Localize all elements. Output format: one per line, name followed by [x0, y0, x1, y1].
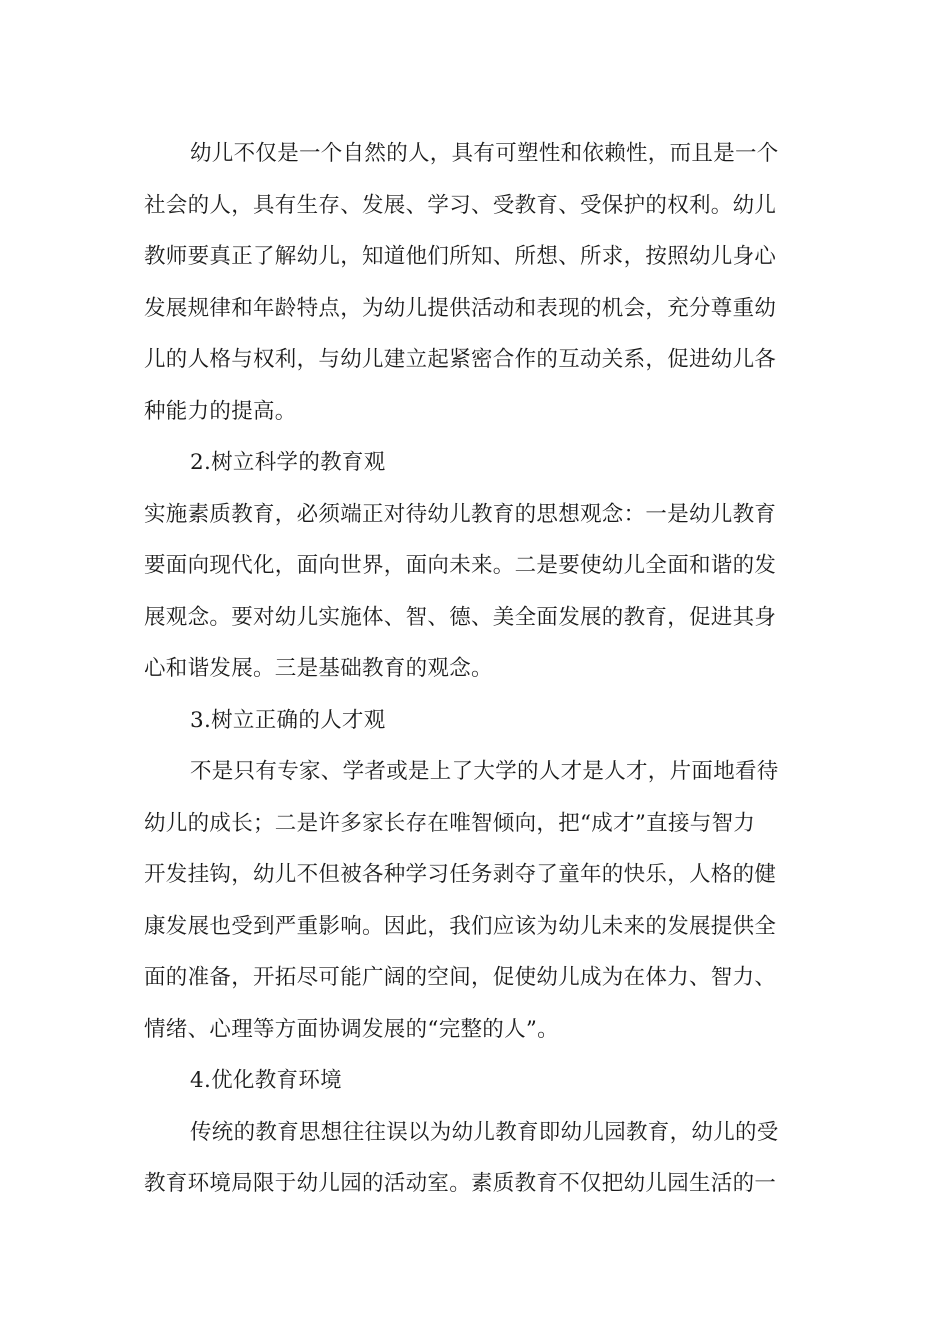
- text-line: 儿的人格与权利，与幼儿建立起紧密合作的互动关系，促进幼儿各: [144, 347, 777, 372]
- text-line: 社会的人，具有生存、发展、学习、受教育、受保护的权利。幼儿: [144, 192, 777, 218]
- text-line: 开发挂钩，幼儿不但被各种学习任务剥夺了童年的快乐，人格的健: [144, 862, 777, 887]
- text-line: 传统的教育思想往往误以为幼儿教育即幼儿园教育，幼儿的受: [190, 1119, 779, 1145]
- section-heading-talent-view: [144, 695, 800, 747]
- text-line: 种能力的提高。: [144, 398, 297, 424]
- text-line: 要面向现代化，面向世界，面向未来。二是要使幼儿全面和谐的发: [144, 553, 777, 578]
- text-line: 幼儿的成长；二是许多家长存在唯智倾向，把“成才”直接与智力: [144, 810, 756, 836]
- section-heading-environment: [144, 1055, 800, 1107]
- text-line: 面的准备，开拓尽可能广阔的空间，促使幼儿成为在体力、智力、: [144, 965, 777, 990]
- text-line: 发展规律和年龄特点，为幼儿提供活动和表现的机会，充分尊重幼: [144, 295, 777, 321]
- paragraph-environment: [144, 1107, 800, 1210]
- text-line: 教育环境局限于幼儿园的活动室。素质教育不仅把幼儿园生活的一: [144, 1171, 777, 1196]
- text-line: 心和谐发展。三是基础教育的观念。: [144, 656, 493, 681]
- paragraph-education-view: [144, 489, 800, 695]
- heading-text: 3.树立正确的人才观: [190, 707, 386, 733]
- paragraph-children-rights: [144, 128, 800, 437]
- text-line: 不是只有专家、学者或是上了大学的人才是人才，片面地看待: [190, 759, 779, 784]
- document-body: [144, 128, 800, 1210]
- text-line: 实施素质教育，必须端正对待幼儿教育的思想观念：一是幼儿教育: [144, 501, 777, 527]
- text-line: 展观念。要对幼儿实施体、智、德、美全面发展的教育，促进其身: [144, 604, 777, 630]
- text-line: 教师要真正了解幼儿，知道他们所知、所想、所求，按照幼儿身心: [144, 244, 777, 269]
- text-line: 康发展也受到严重影响。因此，我们应该为幼儿未来的发展提供全: [144, 913, 777, 939]
- heading-text: 4.优化教育环境: [190, 1068, 342, 1093]
- text-line: 情绪、心理等方面协调发展的“完整的人”。: [144, 1016, 559, 1042]
- paragraph-talent-view: [144, 746, 800, 1055]
- text-line: 幼儿不仅是一个自然的人，具有可塑性和依赖性，而且是一个: [190, 141, 779, 166]
- section-heading-education-view: [144, 437, 800, 489]
- heading-text: 2.树立科学的教育观: [190, 450, 386, 475]
